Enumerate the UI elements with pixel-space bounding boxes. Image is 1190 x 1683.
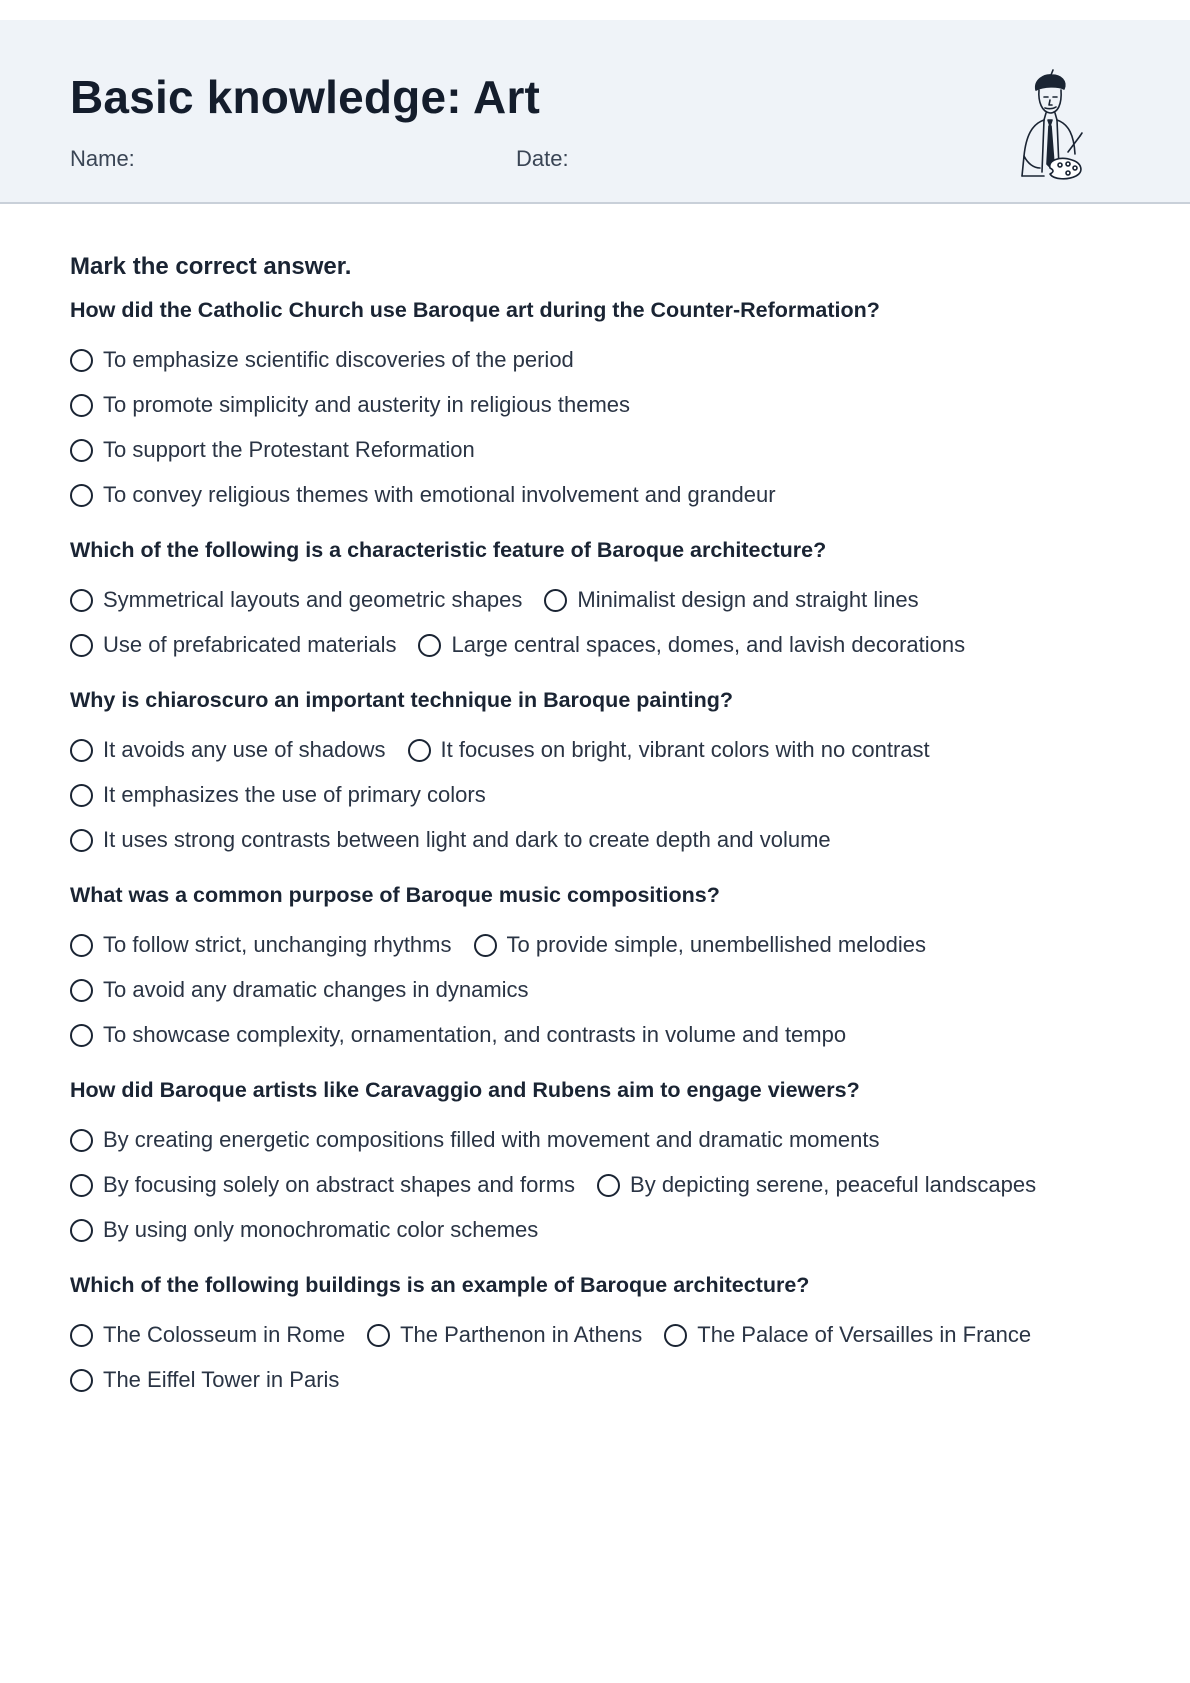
- answer-option[interactable]: [70, 1019, 846, 1051]
- answer-option[interactable]: [70, 344, 574, 376]
- answer-options: [70, 584, 1130, 674]
- answer-row: [70, 929, 1130, 974]
- answer-row: [70, 1364, 1130, 1409]
- answer-row: [70, 734, 1130, 779]
- answer-option-label: To support the Protestant Reformation: [103, 437, 475, 462]
- radio-button[interactable]: [70, 439, 93, 462]
- answer-options: [70, 1124, 1130, 1259]
- page-title: Basic knowledge: Art: [70, 71, 541, 123]
- radio-button[interactable]: [70, 1219, 93, 1242]
- question-block: [70, 879, 1130, 1064]
- answer-option-label: By focusing solely on abstract shapes and forms: [103, 1172, 576, 1197]
- question-text: Which of the following is a characteristic feature of Baroque architecture?: [70, 538, 827, 562]
- answer-option[interactable]: [70, 1214, 538, 1246]
- answer-row: [70, 584, 1130, 629]
- answer-row: [70, 479, 1130, 524]
- answer-option-label: To provide simple, unembellished melodies: [506, 932, 926, 957]
- radio-button[interactable]: [367, 1324, 390, 1347]
- answer-option-label: By creating energetic compositions filled with movement and dramatic moments: [103, 1127, 880, 1152]
- answer-option-label: It emphasizes the use of primary colors: [103, 782, 486, 807]
- question-text: Which of the following buildings is an example of Baroque architecture?: [70, 1273, 810, 1297]
- question-text: What was a common purpose of Baroque music compositions?: [70, 883, 720, 907]
- radio-button[interactable]: [544, 589, 567, 612]
- radio-button[interactable]: [70, 394, 93, 417]
- question-block: [70, 294, 1130, 524]
- answer-option-label: It focuses on bright, vibrant colors with no contrast: [440, 737, 930, 762]
- radio-button[interactable]: [408, 739, 431, 762]
- answer-option[interactable]: [70, 734, 386, 766]
- question-block: [70, 534, 1130, 674]
- radio-button[interactable]: [474, 934, 497, 957]
- radio-button[interactable]: [70, 979, 93, 1002]
- answer-option-label: To showcase complexity, ornamentation, and contrasts in volume and tempo: [103, 1022, 847, 1047]
- answer-option-label: It avoids any use of shadows: [103, 737, 386, 762]
- question-text: How did Baroque artists like Caravaggio and Rubens aim to engage viewers?: [70, 1078, 860, 1102]
- answer-row: [70, 434, 1130, 479]
- radio-button[interactable]: [70, 634, 93, 657]
- answer-option-label: By depicting serene, peaceful landscapes: [630, 1172, 1037, 1197]
- question-block: [70, 684, 1130, 869]
- answer-option-label: Minimalist design and straight lines: [577, 587, 919, 612]
- instruction-text: Mark the correct answer.: [70, 253, 352, 280]
- radio-button[interactable]: [70, 934, 93, 957]
- answer-option-label: The Colosseum in Rome: [103, 1322, 346, 1347]
- name-field-label: Name:: [70, 146, 135, 171]
- answer-option-label: By using only monochromatic color schemes: [103, 1217, 539, 1242]
- date-field-label: Date:: [516, 146, 569, 171]
- radio-button[interactable]: [70, 1174, 93, 1197]
- answer-row: [70, 1214, 1130, 1259]
- answer-option[interactable]: [418, 629, 965, 661]
- worksheet-header: [0, 20, 1190, 204]
- answer-option-label: To convey religious themes with emotional involvement and grandeur: [103, 482, 776, 507]
- answer-option-label: To follow strict, unchanging rhythms: [103, 932, 452, 957]
- answer-option-label: To emphasize scientific discoveries of the period: [103, 347, 574, 372]
- radio-button[interactable]: [70, 589, 93, 612]
- radio-button[interactable]: [70, 1129, 93, 1152]
- answer-option[interactable]: [70, 1169, 575, 1201]
- answer-row: [70, 1124, 1130, 1169]
- radio-button[interactable]: [70, 784, 93, 807]
- answer-option[interactable]: [70, 434, 475, 466]
- answer-option[interactable]: [70, 629, 396, 661]
- answer-options: [70, 929, 1130, 1064]
- answer-options: [70, 734, 1130, 869]
- answer-option[interactable]: [664, 1319, 1031, 1351]
- answer-option-label: Large central spaces, domes, and lavish decorations: [451, 632, 966, 657]
- worksheet-body: [70, 250, 1130, 1409]
- answer-option-label: The Eiffel Tower in Paris: [103, 1367, 340, 1392]
- answer-option-label: To avoid any dramatic changes in dynamics: [103, 977, 529, 1002]
- answer-option[interactable]: [70, 1364, 339, 1396]
- radio-button[interactable]: [70, 1324, 93, 1347]
- answer-row: [70, 779, 1130, 824]
- answer-option-label: Use of prefabricated materials: [103, 632, 397, 657]
- answer-row: [70, 824, 1130, 869]
- radio-button[interactable]: [70, 829, 93, 852]
- answer-option[interactable]: [367, 1319, 642, 1351]
- radio-button[interactable]: [664, 1324, 687, 1347]
- answer-option[interactable]: [70, 389, 630, 421]
- answer-option[interactable]: [70, 824, 831, 856]
- answer-option[interactable]: [70, 929, 452, 961]
- answer-option[interactable]: [70, 779, 486, 811]
- radio-button[interactable]: [70, 739, 93, 762]
- answer-row: [70, 389, 1130, 434]
- answer-option[interactable]: [474, 929, 926, 961]
- radio-button[interactable]: [70, 1369, 93, 1392]
- radio-button[interactable]: [597, 1174, 620, 1197]
- answer-row: [70, 1169, 1130, 1214]
- answer-options: [70, 1319, 1130, 1409]
- question-block: [70, 1074, 1130, 1259]
- radio-button[interactable]: [70, 1024, 93, 1047]
- painter-illustration-icon: [1014, 64, 1084, 194]
- question-text: Why is chiaroscuro an important technique in Baroque painting?: [70, 688, 733, 712]
- answer-option[interactable]: [70, 479, 776, 511]
- answer-row: [70, 1019, 1130, 1064]
- answer-options: [70, 344, 1130, 524]
- answer-option[interactable]: [597, 1169, 1036, 1201]
- answer-option-label: Symmetrical layouts and geometric shapes: [103, 587, 523, 612]
- answer-option[interactable]: [408, 734, 930, 766]
- answer-row: [70, 344, 1130, 389]
- answer-option[interactable]: [70, 1124, 879, 1156]
- answer-option-label: The Palace of Versailles in France: [697, 1322, 1032, 1347]
- answer-option[interactable]: [544, 584, 918, 616]
- answer-option-label: The Parthenon in Athens: [400, 1322, 643, 1347]
- question-list: [70, 294, 1130, 1409]
- question-text: How did the Catholic Church use Baroque art during the Counter-Reformation?: [70, 298, 880, 322]
- answer-option-label: It uses strong contrasts between light and dark to create depth and volume: [103, 827, 831, 852]
- answer-option[interactable]: [70, 974, 529, 1006]
- question-block: [70, 1269, 1130, 1409]
- answer-option-label: To promote simplicity and austerity in religious themes: [103, 392, 631, 417]
- answer-row: [70, 1319, 1130, 1364]
- answer-row: [70, 629, 1130, 674]
- answer-row: [70, 974, 1130, 1019]
- radio-button[interactable]: [70, 484, 93, 507]
- radio-button[interactable]: [418, 634, 441, 657]
- radio-button[interactable]: [70, 349, 93, 372]
- answer-option[interactable]: [70, 584, 522, 616]
- answer-option[interactable]: [70, 1319, 345, 1351]
